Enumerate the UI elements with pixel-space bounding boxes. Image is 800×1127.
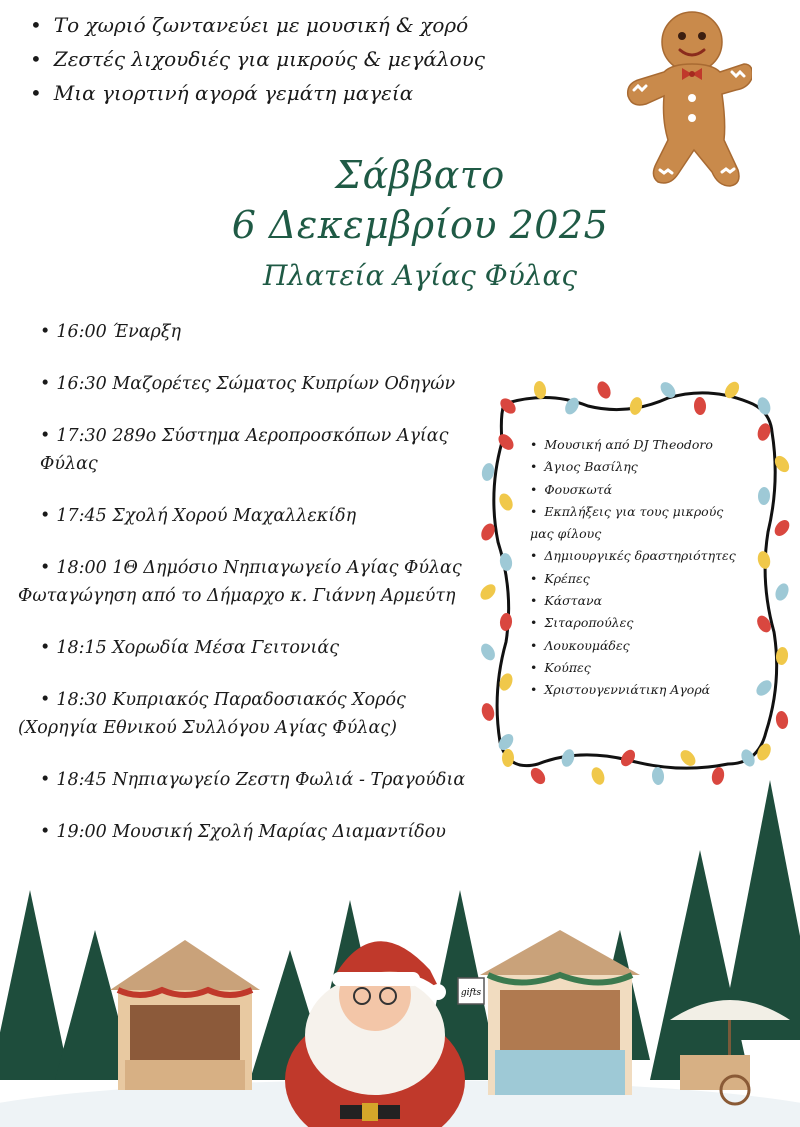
offer-item: • Μουσική από DJ Theodoro <box>530 434 750 456</box>
program-text: Έναρξη <box>112 322 181 342</box>
program-item: • 19:00 Μουσική Σχολή Μαρίας Διαμαντίδου <box>40 822 446 842</box>
program-time: 17:30 <box>56 426 107 446</box>
offer-item: • Κούπες <box>530 657 750 679</box>
offer-item: • Σιταροπούλες <box>530 612 750 634</box>
program-time: 19:00 <box>56 822 107 842</box>
light-bulb-icon <box>499 612 513 631</box>
light-bulb-icon <box>478 641 498 663</box>
offers-list <box>530 434 750 702</box>
light-bulb-icon <box>756 550 772 570</box>
intro-item: • Το χωριό ζωντανεύει με μουσική & χορό <box>30 8 500 42</box>
program-item: • 18:45 Νηπιαγωγείο Ζεστη Φωλιά - Τραγούδια <box>40 770 466 790</box>
light-bulb-icon <box>775 710 790 730</box>
light-bulb-icon <box>478 581 499 602</box>
light-bulb-icon <box>595 379 613 400</box>
program-item: • 17:45 Σχολή Χορού Μαχαλλεκίδη <box>40 506 357 526</box>
program-time: 18:30 <box>56 690 107 710</box>
light-bulb-icon <box>772 517 793 539</box>
program-text: Νηπιαγωγείο Ζεστη Φωλιά - Τραγούδια <box>112 770 466 790</box>
light-bulb-icon <box>773 581 791 602</box>
intro-list <box>30 8 500 110</box>
program-text: Μαζορέτες Σώματος Κυπρίων Οδηγών <box>112 374 456 394</box>
program-text: Χορωδία Μέσα Γειτονιάς <box>112 638 340 658</box>
light-bulb-icon <box>480 702 496 722</box>
light-bulb-icon <box>480 462 495 482</box>
light-bulb-icon <box>497 491 516 512</box>
program-time: 16:00 <box>56 322 107 342</box>
program-extra: (Χορηγία Εθνικού Συλλόγου Αγίας Φύλας) <box>18 718 397 738</box>
program-item: • 16:30 Μαζορέτες Σώματος Κυπρίων Οδηγών <box>40 374 456 394</box>
event-date: 6 Δεκεμβρίου 2025 <box>231 203 609 247</box>
program-text: Μουσική Σχολή Μαρίας Διαμαντίδου <box>112 822 446 842</box>
offer-item: • Κάστανα <box>530 590 750 612</box>
program-text: Κυπριακός Παραδοσιακός Χορός <box>112 690 406 710</box>
event-date-block <box>200 150 640 298</box>
event-day: Σάββατο <box>335 153 505 197</box>
intro-item: • Μια γιορτινή αγορά γεμάτη μαγεία <box>30 76 500 110</box>
offer-item: • Δημιουργικές δραστηριότητες <box>530 545 750 567</box>
program-item: • 17:30 289ο Σύστημα Αεροπροσκόπων Αγίας Φύλας <box>40 426 449 474</box>
program-time: 16:30 <box>56 374 107 394</box>
light-bulb-icon <box>755 396 772 417</box>
light-bulb-icon <box>739 747 757 768</box>
light-bulb-icon <box>560 748 577 769</box>
program-extra: Φωταγώγηση από το Δήμαρχο κ. Γιάννη Αρμεύτη <box>18 586 456 606</box>
winter-market-scene <box>0 780 800 1127</box>
market-stall-left-icon <box>110 940 260 1090</box>
intro-item: • Ζεστές λιχουδιές για μικρούς & μεγάλους <box>30 42 500 76</box>
program-item: • 18:30 Κυπριακός Παραδοσιακός Χορός (Χορηγία Εθνικού Συλλόγου Αγίας Φύλας) <box>18 690 406 738</box>
program-item: • 18:15 Χορωδία Μέσα Γειτονιάς <box>40 638 340 658</box>
offer-item: • Κρέπες <box>530 568 750 590</box>
light-bulb-icon <box>678 747 699 768</box>
offer-item: • Φουσκωτά <box>530 479 750 501</box>
program-text: Σχολή Χορού Μαχαλλεκίδη <box>112 506 357 526</box>
light-bulb-icon <box>753 677 774 698</box>
program-item: • 16:00 Έναρξη <box>40 322 181 342</box>
light-bulb-icon <box>758 487 771 505</box>
event-place: Πλατεία Αγίας Φύλας <box>262 259 578 292</box>
offer-item: • Λουκουμάδες <box>530 635 750 657</box>
gifts-sign: gifts <box>460 988 482 998</box>
program-time: 18:45 <box>56 770 107 790</box>
offer-item: • Άγιος Βασίλης <box>530 456 750 478</box>
program-time: 17:45 <box>56 506 107 526</box>
program-text: 289ο Σύστημα Αεροπροσκόπων Αγίας Φύλας <box>40 426 449 474</box>
santa-claus-icon <box>285 941 465 1127</box>
program-item: • 18:00 1Θ Δημόσιο Νηπιαγωγείο Αγίας Φύλας Φωταγώγηση από το Δήμαρχο κ. Γιάννη Αρμεύτη <box>18 558 462 606</box>
program-time: 18:00 <box>56 558 107 578</box>
program-time: 18:15 <box>56 638 107 658</box>
offer-item: • Χριστουγεννιάτικη Αγορά <box>530 679 750 701</box>
offer-item: • Εκπλήξεις για τους μικρούς μας φίλους <box>530 501 750 546</box>
light-bulb-icon <box>694 397 707 416</box>
light-bulb-icon <box>628 396 644 416</box>
program-text: 1Θ Δημόσιο Νηπιαγωγείο Αγίας Φύλας <box>112 558 462 578</box>
